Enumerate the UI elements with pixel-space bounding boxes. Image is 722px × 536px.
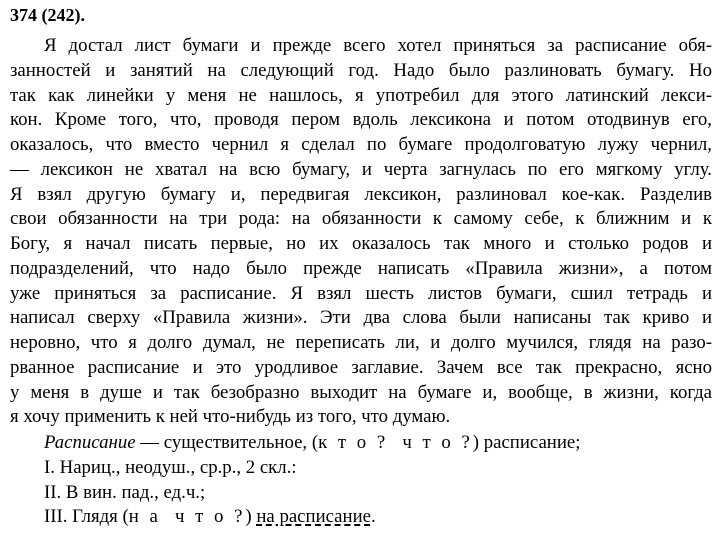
text-line: уже приняться за расписание. Я взял шесть листов бумаги, сшил тетрадь и [10,282,712,304]
text-line: подразделений, что надо было прежде написать «Правила жизни», а потом [10,257,712,279]
analysis-line-3: II. В вин. пад., ед.ч.; [44,481,206,503]
underlined-phrase: на расписание [256,506,371,528]
question-what: ч т о ? [174,506,246,528]
text-line: рванное расписание и это уродливое заглавие. Зачем все так прекрасно, ясно [10,356,712,378]
analysis-line-1 [44,431,712,456]
question-on: н а [128,506,161,528]
text-line: занностей и занятий на следующий год. Надо было разлиновать бумагу. Но [10,59,712,81]
analysis-word: Расписание [44,432,136,453]
text-line: написал сверху «Правила жизни». Эти два слова были написаны так криво и [10,307,712,329]
word-analysis [10,431,712,530]
text-line-last: я хочу применить к ней что-нибудь из того, что думаю. [10,406,451,428]
exercise-text [10,34,712,430]
analysis-line-4 [44,505,712,530]
text-line: кон. Кроме того, что, проводя пером вдоль лексикона и потом отодвинув его, [10,109,712,131]
analysis-line-2: I. Нариц., неодуш., ср.р., 2 скл.: [44,456,297,478]
text-line: — лексикон не хватал на всю бумагу, и черта загнулась по его мягкому углу. [10,158,712,180]
text-line: у меня в душе и так безобразно выходит на бумаге и, вообще, в жизни, когда [10,381,712,403]
analysis-part: — существительное, ( [135,432,319,453]
text-line: Богу, я начал писать первые, но их оказалось так много и столько родов и [10,233,712,254]
text-line: оказалось, что вместо чернил я сделал по бумаге продолговатую лужу чернил, [10,134,712,155]
analysis-part: ) [245,506,257,528]
gap [388,432,402,453]
analysis-part: . [370,506,376,528]
analysis-part: III. Глядя ( [44,506,129,528]
text-line: неровно, что я долго думал, не переписать ли, и долго мучился, глядя на разо- [10,332,712,353]
question-what: ч т о ? [402,432,473,453]
text-line: Я достал лист бумаги и прежде всего хотел приняться за расписание обя- [44,35,712,56]
text-line: свои обязанности на три рода: на обязанности к самому себе, к ближним и к [10,208,712,230]
text-line: Я взял другую бумагу и, передвигая лексикон, разлиновал кое-как. Разделив [10,183,712,205]
text-line: так как линейки у меня не нашлось, я употребил для этого латинский лекси- [10,84,712,106]
question-who: к т о ? [318,432,389,453]
gap [161,506,175,527]
exercise-number: 374 (242). [10,5,85,25]
analysis-part: ) расписание; [472,432,581,453]
